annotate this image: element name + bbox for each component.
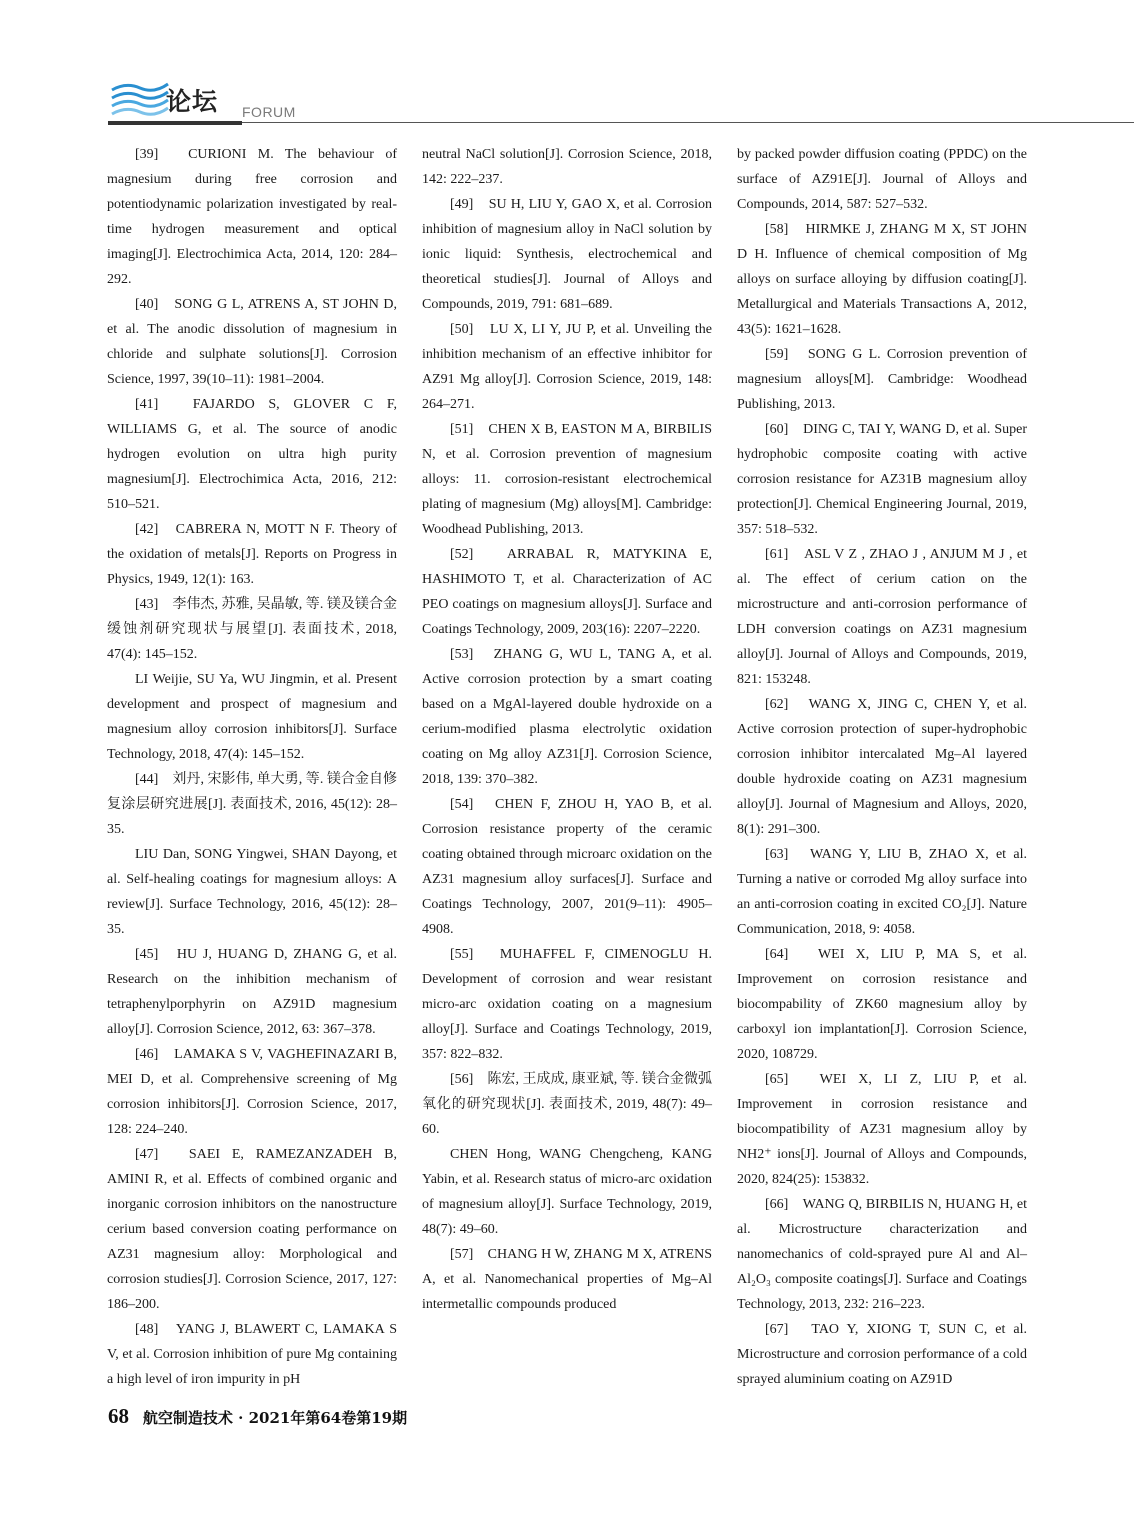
reference-entry: [62] WANG X, JING C, CHEN Y, et al. Active corrosion protection of super-hydrophobic corrosion inhibitor intercalated Mg–Al layered double hydroxide coating on AZ31 magnesium alloy[J]. Journal of Magnesium and Alloys, 2020, 8(1): 291–300. (737, 697, 1027, 837)
reference-entry: [64] WEI X, LIU P, MA S, et al. Improvement on corrosion resistance and biocompability of ZK60 magnesium alloy by carboxyl ion implantation[J]. Corrosion Science, 2020, 108729. (737, 947, 1027, 1062)
reference-entry: [66] WANG Q, BIRBILIS N, HUANG H, et al. Microstructure characterization and nanomechanics of cold-sprayed pure Al and Al–Al₂O₃ composite coatings[J]. Surface and Coatings Technology, 2013, 232: 216–223. (737, 1197, 1027, 1312)
reference-entry: [40] SONG G L, ATRENS A, ST JOHN D, et al. The anodic dissolution of magnesium in chloride and sulphate solutions[J]. Corrosion Science, 1997, 39(10–11): 1981–2004. (107, 297, 397, 387)
reference-entry: [50] LU X, LI Y, JU P, et al. Unveiling the inhibition mechanism of an effective inhibitor for AZ91 Mg alloy[J]. Corrosion Science, 2019, 148: 264–271. (422, 322, 712, 412)
reference-entry: [48] YANG J, BLAWERT C, LAMAKA S V, et al. Corrosion inhibition of pure Mg containing a high level of iron impurity in pH (107, 1322, 397, 1387)
reference-entry: [63] WANG Y, LIU B, ZHAO X, et al. Turning a native or corroded Mg alloy surface into an anti-corrosion coating in excited CO₂[J]. Nature Communication, 2018, 9: 4058. (737, 847, 1027, 937)
reference-entry: [61] ASL V Z , ZHAO J , ANJUM M J , et al. The effect of cerium cation on the microstructure and anti-corrosion performance of LDH conversion coatings on AZ31 magnesium alloy[J]. Journal of Alloys and Compounds, 2019, 821: 153248. (737, 547, 1027, 687)
reference-entry: [43] 李伟杰, 苏雅, 吴晶敏, 等. 镁及镁合金缓蚀剂研究现状与展望[J]. 表面技术, 2018, 47(4): 145–152. (107, 597, 397, 662)
reference-entry: [51] CHEN X B, EASTON M A, BIRBILIS N, et al. Corrosion prevention of magnesium alloys: 11. corrosion-resistant electrochemical plating of magnesium (Mg) alloys[M]. Cambridge: Woodhead Publishing, 2013. (422, 422, 712, 537)
reference-entry: [46] LAMAKA S V, VAGHEFINAZARI B, MEI D, et al. Comprehensive screening of Mg corrosion inhibitors[J]. Corrosion Science, 2017, 128: 224–240. (107, 1047, 397, 1137)
header-rule-thick (108, 121, 242, 125)
reference-entry: [55] MUHAFFEL F, CIMENOGLU H. Development of corrosion and wear resistant micro-arc oxidation coating on a magnesium alloy[J]. Surface and Coatings Technology, 2019, 357: 822–832. (422, 947, 712, 1062)
wave-logo-icon (110, 80, 172, 120)
reference-entry: [47] SAEI E, RAMEZANZADEH B, AMINI R, et al. Effects of combined organic and inorganic corrosion inhibitors on the nanostructure cerium based conversion coating performance on AZ31 magnesium alloy: Morphological and corrosion studies[J]. Corrosion Science, 2017, 127: 186–200. (107, 1147, 397, 1312)
reference-entry: [45] HU J, HUANG D, ZHANG G, et al. Research on the inhibition mechanism of tetraphenylporphyrin on AZ91D magnesium alloy[J]. Corrosion Science, 2012, 63: 367–378. (107, 947, 397, 1037)
reference-entry: [44] 刘丹, 宋影伟, 单大勇, 等. 镁合金自修复涂层研究进展[J]. 表面技术, 2016, 45(12): 28–35. (107, 772, 397, 837)
section-subtitle: FORUM (242, 104, 296, 120)
reference-entry: [67] TAO Y, XIONG T, SUN C, et al. Microstructure and corrosion performance of a cold sprayed aluminium coating on AZ91D (737, 1322, 1027, 1387)
reference-entry: [39] CURIONI M. The behaviour of magnesium during free corrosion and potentiodynamic polarization investigated by real-time hydrogen measurement and optical imaging[J]. Electrochimica Acta, 2014, 120: 284–292. (107, 147, 397, 287)
reference-continuation: neutral NaCl solution[J]. Corrosion Science, 2018, 142: 222–237. (422, 147, 712, 187)
column-middle (422, 142, 712, 1317)
reference-entry: [57] CHANG H W, ZHANG M X, ATRENS A, et al. Nanomechanical properties of Mg–Al intermetallic compounds produced (422, 1247, 712, 1312)
column-left (107, 142, 397, 1392)
header-rule-thin (242, 122, 1134, 123)
reference-entry: LIU Dan, SONG Yingwei, SHAN Dayong, et al. Self-healing coatings for magnesium alloys: A review[J]. Surface Technology, 2016, 45(12): 28–35. (107, 847, 397, 937)
section-title: 论坛 (166, 87, 219, 116)
reference-entry: [52] ARRABAL R, MATYKINA E, HASHIMOTO T, et al. Characterization of AC PEO coatings on magnesium alloys[J]. Surface and Coatings Technology, 2009, 203(16): 2207–2220. (422, 547, 712, 637)
reference-entry: [53] ZHANG G, WU L, TANG A, et al. Active corrosion protection by a smart coating based on a MgAl-layered double hydroxide on a cerium-modified plasma electrolytic oxidation coating on Mg alloy AZ31[J]. Corrosion Science, 2018, 139: 370–382. (422, 647, 712, 787)
reference-entry: [60] DING C, TAI Y, WANG D, et al. Super hydrophobic composite coating with active corrosion resistance for AZ31B magnesium alloy protection[J]. Chemical Engineering Journal, 2019, 357: 518–532. (737, 422, 1027, 537)
reference-continuation: by packed powder diffusion coating (PPDC) on the surface of AZ91E[J]. Journal of Alloys and Compounds, 2014, 587: 527–532. (737, 147, 1027, 212)
reference-entry: [59] SONG G L. Corrosion prevention of magnesium alloys[M]. Cambridge: Woodhead Publishing, 2013. (737, 347, 1027, 412)
column-right (737, 142, 1027, 1392)
page-number: 68 (108, 1404, 129, 1428)
reference-entry: CHEN Hong, WANG Chengcheng, KANG Yabin, et al. Research status of micro-arc oxidation of magnesium alloy[J]. Surface Technology, 2019, 48(7): 49–60. (422, 1147, 712, 1237)
journal-name: 航空制造技术 · 2021年第64卷第19期 (142, 1409, 408, 1427)
reference-entry: [58] HIRMKE J, ZHANG M X, ST JOHN D H. Influence of chemical composition of Mg alloys on surface alloying by diffusion coating[J]. Metallurgical and Materials Transactions A, 2012, 43(5): 1621–1628. (737, 222, 1027, 337)
reference-entry: [56] 陈宏, 王成成, 康亚斌, 等. 镁合金微弧氧化的研究现状[J]. 表面技术, 2019, 48(7): 49–60. (422, 1072, 712, 1137)
reference-entry: [65] WEI X, LI Z, LIU P, et al. Improvement in corrosion resistance and biocompatibility of AZ31 magnesium alloy by NH2⁺ ions[J]. Journal of Alloys and Compounds, 2020, 824(25): 153832. (737, 1072, 1027, 1187)
reference-entry: [42] CABRERA N, MOTT N F. Theory of the oxidation of metals[J]. Reports on Progress in Physics, 1949, 12(1): 163. (107, 522, 397, 587)
page-header (108, 78, 1134, 128)
page-footer (108, 1404, 407, 1429)
reference-entry: LI Weijie, SU Ya, WU Jingmin, et al. Present development and prospect of magnesium and magnesium alloy corrosion inhibitors[J]. Surface Technology, 2018, 47(4): 145–152. (107, 672, 397, 762)
reference-entry: [41] FAJARDO S, GLOVER C F, WILLIAMS G, et al. The source of anodic hydrogen evolution on ultra high purity magnesium[J]. Electrochimica Acta, 2016, 212: 510–521. (107, 397, 397, 512)
reference-entry: [49] SU H, LIU Y, GAO X, et al. Corrosion inhibition of magnesium alloy in NaCl solution by ionic liquid: Synthesis, electrochemical and theoretical studies[J]. Journal of Alloys and Compounds, 2019, 791: 681–689. (422, 197, 712, 312)
reference-entry: [54] CHEN F, ZHOU H, YAO B, et al. Corrosion resistance property of the ceramic coating obtained through microarc oxidation on the AZ31 magnesium alloy surfaces[J]. Surface and Coatings Technology, 2007, 201(9–11): 4905–4908. (422, 797, 712, 937)
